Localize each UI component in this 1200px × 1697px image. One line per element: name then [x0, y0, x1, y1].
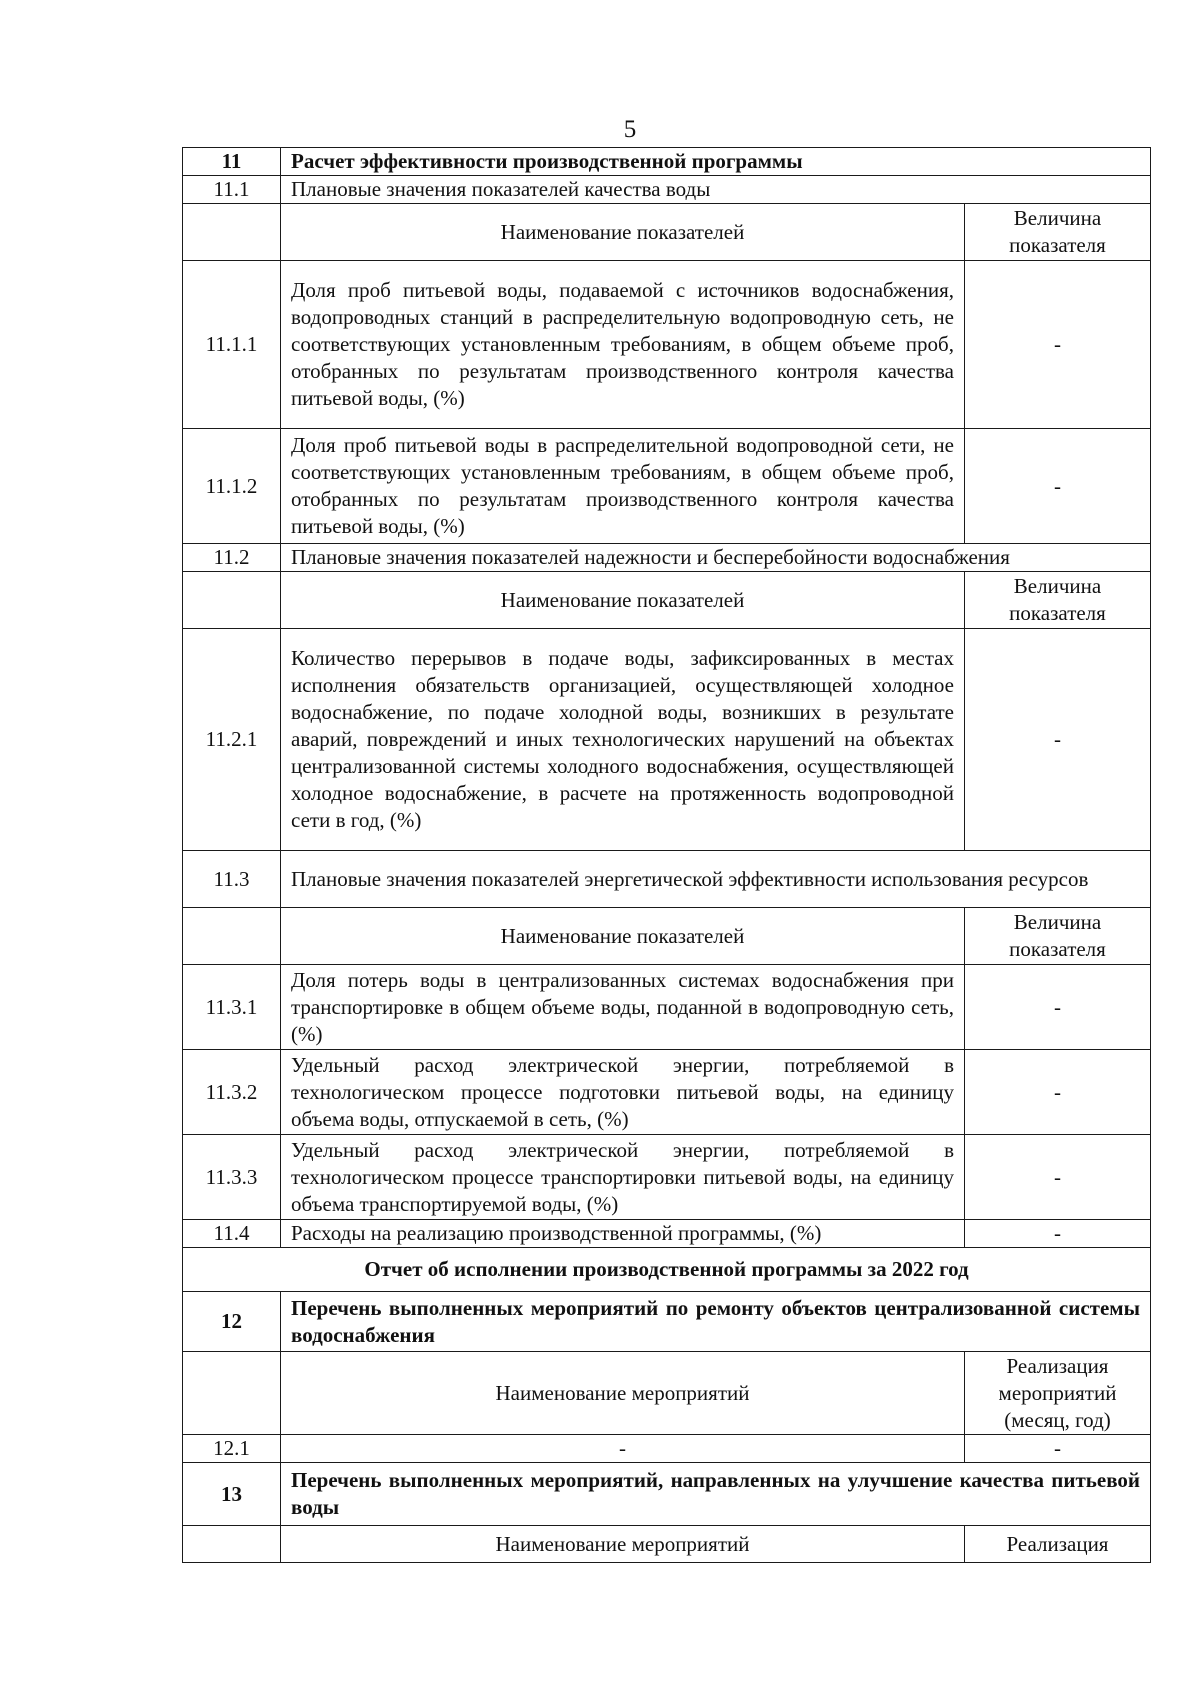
- section-number: 11: [183, 148, 281, 176]
- measure-realization-header: Реализация: [965, 1526, 1151, 1563]
- table-row: [183, 1135, 1151, 1220]
- section-title: Плановые значения показателей качества воды: [281, 176, 1151, 204]
- indicator-name-header: Наименование показателей: [281, 572, 965, 629]
- row-value: -: [965, 1135, 1151, 1220]
- row-text: Доля потерь воды в централизованных системах водоснабжения при транспортировке в общем объеме воды, поданной в водопроводную сеть, (%): [281, 965, 965, 1050]
- section-11-2-row: [183, 544, 1151, 572]
- indicator-name-header: Наименование показателей: [281, 204, 965, 261]
- row-value: -: [965, 629, 1151, 851]
- column-header-row: [183, 1526, 1151, 1563]
- section-number: 11.1: [183, 176, 281, 204]
- report-heading: Отчет об исполнении производственной программы за 2022 год: [183, 1248, 1151, 1292]
- section-title: Плановые значения показателей надежности и бесперебойности водоснабжения: [281, 544, 1151, 572]
- empty-cell: [183, 572, 281, 629]
- table-row: [183, 429, 1151, 544]
- table-row: [183, 965, 1151, 1050]
- row-number: 11.1.2: [183, 429, 281, 544]
- row-value: -: [965, 1050, 1151, 1135]
- indicator-value-header: Величина показателя: [965, 908, 1151, 965]
- row-number: 11.1.1: [183, 261, 281, 429]
- row-number: 11.3.1: [183, 965, 281, 1050]
- indicator-name-header: Наименование показателей: [281, 908, 965, 965]
- page-number: 5: [623, 116, 637, 143]
- measure-name-header: Наименование мероприятий: [281, 1526, 965, 1563]
- table-row: [183, 629, 1151, 851]
- row-value: -: [965, 261, 1151, 429]
- table-row: [183, 1435, 1151, 1463]
- table-row: [183, 261, 1151, 429]
- row-text: Доля проб питьевой воды, подаваемой с источников водоснабжения, водопроводных станций в распределительную водопроводную сеть, не соответствующих установленным требованиям, в общем объеме проб, отобранных по результатам производственного контроля качества питьевой воды, (%): [281, 261, 965, 429]
- section-11-row: [183, 148, 1151, 176]
- measure-realization-header: Реализация мероприятий (месяц, год): [965, 1352, 1151, 1435]
- empty-cell: [183, 1352, 281, 1435]
- section-12-row: [183, 1292, 1151, 1352]
- row-text: Количество перерывов в подаче воды, зафиксированных в местах исполнения обязательств организацией, осуществляющей холодное водоснабжение, по подаче холодной воды, возникших в результате аварий, повреждений и иных технологических нарушений на объектах централизованной системы холодного водоснабжения, осуществляющей холодное водоснабжение, в расчете на протяженность водопроводной сети в год, (%): [281, 629, 965, 851]
- section-title: Расходы на реализацию производственной программы, (%): [281, 1220, 965, 1248]
- indicator-value-header: Величина показателя: [965, 572, 1151, 629]
- row-text: Удельный расход электрической энергии, потребляемой в технологическом процессе подготовки питьевой воды, на единицу объема воды, отпускаемой в сеть, (%): [281, 1050, 965, 1135]
- measure-name-header: Наименование мероприятий: [281, 1352, 965, 1435]
- section-number: 11.4: [183, 1220, 281, 1248]
- section-13-row: [183, 1463, 1151, 1526]
- row-number: 11.3.3: [183, 1135, 281, 1220]
- indicator-value-header: Величина показателя: [965, 204, 1151, 261]
- section-title: Расчет эффективности производственной программы: [281, 148, 1151, 176]
- empty-cell: [183, 908, 281, 965]
- row-value: -: [965, 1435, 1151, 1463]
- empty-cell: [183, 1526, 281, 1563]
- section-number: 11.3: [183, 851, 281, 908]
- row-text: Доля проб питьевой воды в распределительной водопроводной сети, не соответствующих установленным требованиям, в общем объеме проб, отобранных по результатам производственного контроля качества питьевой воды, (%): [281, 429, 965, 544]
- column-header-row: [183, 204, 1151, 261]
- section-number: 11.2: [183, 544, 281, 572]
- column-header-row: [183, 908, 1151, 965]
- column-header-row: [183, 572, 1151, 629]
- table-row: [183, 1050, 1151, 1135]
- row-text: Удельный расход электрической энергии, потребляемой в технологическом процессе транспортировки питьевой воды, на единицу объема транспортируемой воды, (%): [281, 1135, 965, 1220]
- section-11-3-row: [183, 851, 1151, 908]
- section-title: Плановые значения показателей энергетической эффективности использования ресурсов: [281, 851, 1151, 908]
- row-number: 12.1: [183, 1435, 281, 1463]
- report-heading-row: [183, 1248, 1151, 1292]
- row-value: -: [965, 965, 1151, 1050]
- row-value: -: [965, 429, 1151, 544]
- row-number: 11.2.1: [183, 629, 281, 851]
- section-number: 13: [183, 1463, 281, 1526]
- section-number: 12: [183, 1292, 281, 1352]
- row-value: -: [965, 1220, 1151, 1248]
- row-text: -: [281, 1435, 965, 1463]
- section-title: Перечень выполненных мероприятий, направленных на улучшение качества питьевой воды: [281, 1463, 1151, 1526]
- production-program-table: [182, 147, 1151, 1563]
- row-number: 11.3.2: [183, 1050, 281, 1135]
- section-11-4-row: [183, 1220, 1151, 1248]
- column-header-row: [183, 1352, 1151, 1435]
- section-11-1-row: [183, 176, 1151, 204]
- empty-cell: [183, 204, 281, 261]
- section-title: Перечень выполненных мероприятий по ремонту объектов централизованной системы водоснабжения: [281, 1292, 1151, 1352]
